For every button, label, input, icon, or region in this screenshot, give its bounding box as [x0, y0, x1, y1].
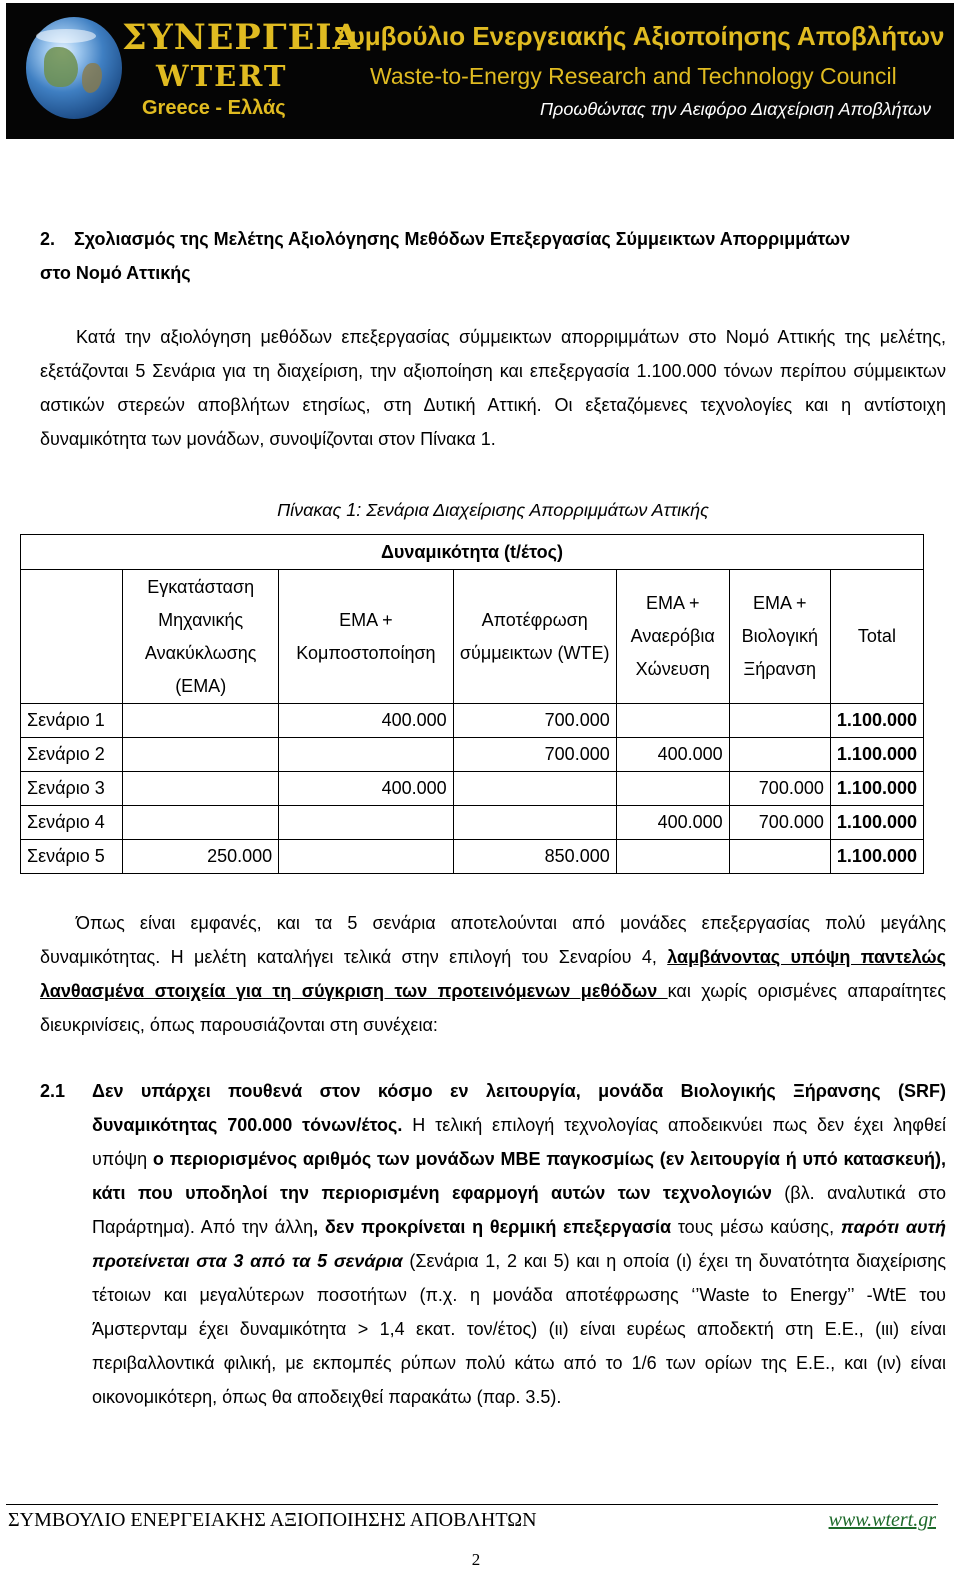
table-cell: 250.000: [123, 840, 279, 874]
council-greek-title: Συμβούλιο Ενεργειακής Αξιοποίησης Αποβλήτων: [334, 21, 945, 51]
table-cell: [729, 738, 830, 772]
motto: Προωθώντας την Αειφόρο Διαχείριση Αποβλήτων: [540, 99, 932, 119]
para3-s1: Δεν υπάρχει πουθενά στον κόσμο εν λειτουργία, μονάδα Βιολογικής Ξήρανσης (SRF) δυναμικότητας 700.000 τόνων/έτος.: [92, 1081, 946, 1135]
table-cell: 850.000: [453, 840, 616, 874]
table-cell: [279, 840, 454, 874]
table-cell: 400.000: [279, 772, 454, 806]
para3-s2: Η τελική επιλογή τεχνολογίας αποδεικνύει πως δεν έχει ληφθεί υπόψη: [92, 1115, 946, 1169]
subsection-2-1: [40, 1074, 946, 1414]
table-cell: [123, 704, 279, 738]
row-label: Σενάριο 3: [21, 772, 123, 806]
table-caption: Πίνακας 1: Σενάρια Διαχείρισης Απορριμμάτων Αττικής: [277, 500, 709, 520]
table-cell: [279, 738, 454, 772]
capacity-header: Δυναμικότητα (t/έτος): [21, 535, 924, 570]
table-cell: 400.000: [616, 806, 729, 840]
table-cell: 700.000: [729, 772, 830, 806]
footer-org-name: ΣΥΜΒΟΥΛΙΟ ΕΝΕΡΓΕΙΑΚΗΣ ΑΞΙΟΠΟΙΗΣΗΣ ΑΠΟΒΛΗΤΩΝ: [8, 1509, 537, 1531]
intro-paragraph: Κατά την αξιολόγηση μεθόδων επεξεργασίας σύμμεικτων απορριμμάτων στο Νομό Αττικής της μελέτης, εξετάζονται 5 Σενάρια για τη διαχείριση, την αξιοποίηση και επεξεργασία 1.100.000 τόνων περίπου σύμμεικτων αστικών στερεών αποβλήτων ετησίως, στη Δυτική Αττική. Οι εξεταζόμενες τεχνολογίες και η αντίστοιχη δυναμικότητα των μονάδων, συνοψίζονται στον Πίνακα 1.: [40, 327, 946, 449]
table-cell: 700.000: [453, 738, 616, 772]
row-label: Σενάριο 1: [21, 704, 123, 738]
table-corner-cell: [21, 570, 123, 704]
table-cell: [453, 772, 616, 806]
total-cell: 1.100.000: [830, 806, 923, 840]
row-label: Σενάριο 5: [21, 840, 123, 874]
table-cell: [616, 772, 729, 806]
para3-s6: τους μέσω καύσης,: [671, 1217, 841, 1237]
column-header: Αποτέφρωση σύμμεικτων (WTE): [453, 570, 616, 704]
table-cell: [729, 704, 830, 738]
table-capacity-row: [21, 535, 924, 570]
column-header: Total: [830, 570, 923, 704]
table-cell: [279, 806, 454, 840]
council-english-title: Waste-to-Energy Research and Technology Council: [370, 63, 897, 89]
para3-s4: (βλ. αναλυτικά στο Παράρτημα). Από την άλλη: [92, 1183, 946, 1237]
page-number: 2: [471, 1550, 481, 1569]
para3-s8: (Σενάρια 1, 2 και 5) και η οποία (ι) έχει τη δυνατότητα διαχείρισης τέτοιων και μεγαλύτερων ποσοτήτων (π.χ. η μονάδα αποτέφρωσης ‘’Waste to Energy’’ -WtE του Άμστερνταμ έχει δυναμικότητα > 1,4 εκατ. τον/έτος) (ιι) είναι ευρέως αποδεκτή στη Ε.Ε., (ιιι) είναι περιβαλλοντικά φιλική, με εκπομπές ρύπων πολύ κάτω από το 1/6 των ορίων της Ε.Ε., και (ιν) είναι οικονομικότερη, όπως θα αποδειχθεί παρακάτω (παρ. 3.5).: [92, 1251, 946, 1407]
total-cell: 1.100.000: [830, 738, 923, 772]
para2-text-a: Όπως είναι εμφανές, και τα 5 σενάρια αποτελούνται από μονάδες επεξεργασίας πολύ μεγάλης δυναμικότητας. Η μελέτη καταλήγει τελικά στην επιλογή του Σεναρίου 4,: [40, 913, 946, 967]
column-header: ΕΜΑ + Βιολογική Ξήρανση: [729, 570, 830, 704]
column-header: Εγκατάσταση Μηχανικής Ανακύκλωσης (ΕΜΑ): [123, 570, 279, 704]
globe-logo-icon: [26, 17, 122, 119]
table-row: [21, 840, 924, 874]
scenarios-table: [20, 534, 924, 874]
table-cell: [453, 806, 616, 840]
table-cell: [729, 840, 830, 874]
para3-s3: ο περιορισμένος αριθμός των μονάδων ΜΒΕ παγκοσμίως (εν λειτουργία ή υπό κατασκευή), κάτι που υποδηλοί την περιορισμένη εφαρμογή αυτών των τεχνολογιών: [92, 1149, 947, 1203]
table-row: [21, 772, 924, 806]
footer-website-link[interactable]: www.wtert.gr: [828, 1509, 936, 1531]
total-cell: 1.100.000: [830, 840, 923, 874]
para2-text-b: και χωρίς ορισμένες απαραίτητες διευκρινίσεις, όπως παρουσιάζονται στη συνέχεια:: [40, 981, 947, 1035]
table-cell: [123, 738, 279, 772]
total-cell: 1.100.000: [830, 704, 923, 738]
conclusion-paragraph: [40, 906, 946, 1042]
org-greek-name: ΣΥΝΕΡΓΕΙΑ: [122, 17, 361, 58]
table-cell: [616, 840, 729, 874]
region-label: Greece - Ελλάς: [142, 97, 286, 119]
para2-underlined: λαμβάνοντας υπόψη παντελώς λανθασμένα στοιχεία για τη σύγκριση των προτεινόμενων μεθόδων: [40, 947, 946, 1001]
table-cell: 400.000: [279, 704, 454, 738]
total-cell: 1.100.000: [830, 772, 923, 806]
table-cell: [616, 704, 729, 738]
table-cell: 700.000: [453, 704, 616, 738]
para3-s5: , δεν προκρίνεται η θερμική επεξεργασία: [313, 1217, 672, 1237]
column-header: ΕΜΑ + Κομποστοποίηση: [279, 570, 454, 704]
subsection-number: 2.1: [40, 1081, 66, 1101]
row-label: Σενάριο 2: [21, 738, 123, 772]
section-title-line1: Σχολιασμός της Μελέτης Αξιολόγησης Μεθόδων Επεξεργασίας Σύμμεικτων Απορριμμάτων: [74, 229, 851, 249]
row-label: Σενάριο 4: [21, 806, 123, 840]
column-header: ΕΜΑ + Αναερόβια Χώνευση: [616, 570, 729, 704]
table-cell: 700.000: [729, 806, 830, 840]
table-header-row: [21, 570, 924, 704]
table-cell: 400.000: [616, 738, 729, 772]
table-row: [21, 806, 924, 840]
table-row: [21, 738, 924, 772]
footer-divider: [6, 1504, 938, 1505]
section-number: 2.: [40, 229, 56, 249]
header-banner: [6, 3, 954, 139]
section-title-line2: στο Νομό Αττικής: [40, 263, 191, 283]
subsection-body: [92, 1074, 946, 1414]
org-latin-name: WTERT: [156, 59, 288, 93]
table-cell: [123, 772, 279, 806]
table-row: [21, 704, 924, 738]
table-cell: [123, 806, 279, 840]
section-heading: [40, 222, 940, 290]
para3-s7: παρότι αυτή προτείνεται στα 3 από τα 5 σενάρια: [92, 1217, 946, 1271]
